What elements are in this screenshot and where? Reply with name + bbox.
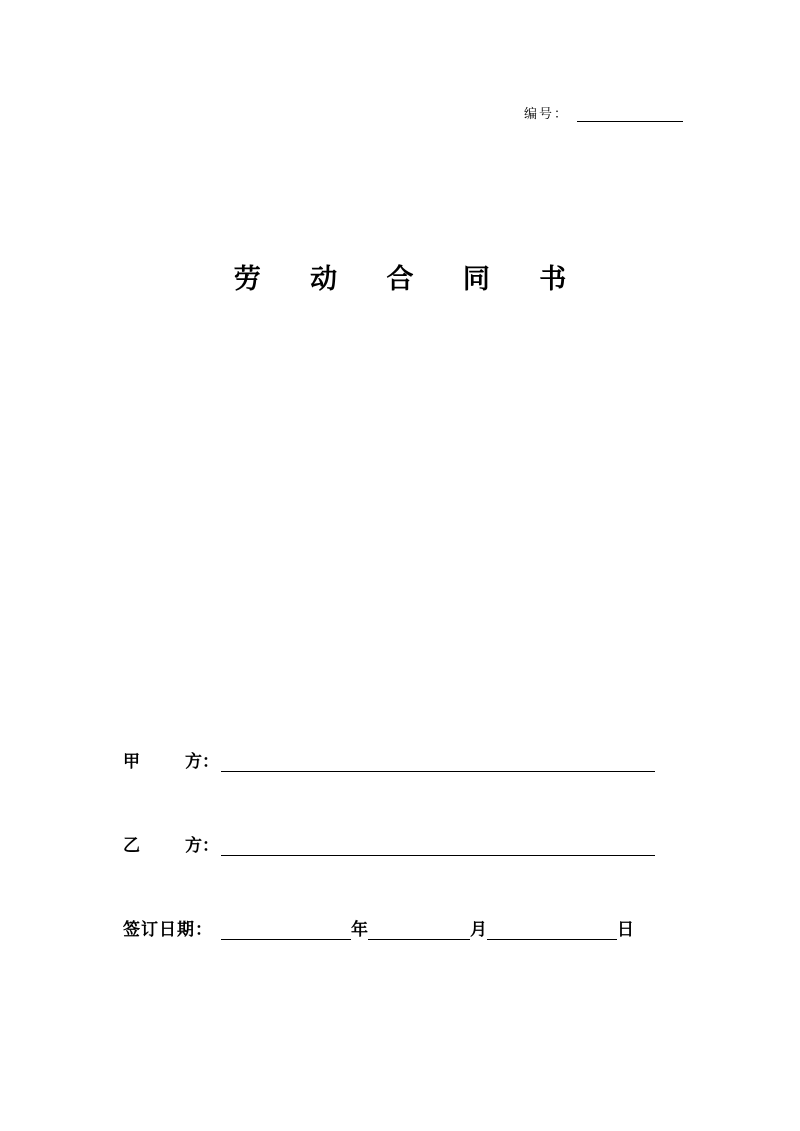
day-blank[interactable]: [487, 921, 617, 940]
day-label: 日: [617, 920, 634, 940]
party-a-label-suffix: 方：: [185, 752, 219, 772]
party-b-label: [123, 831, 221, 856]
party-b-label-char: 乙: [123, 836, 140, 856]
party-b-field: [123, 831, 655, 856]
document-title: 劳 动 合 同 书: [233, 264, 587, 295]
year-blank[interactable]: [221, 921, 351, 940]
serial-number: [524, 103, 683, 122]
year-label: 年: [351, 920, 368, 940]
month-blank[interactable]: [368, 921, 470, 940]
month-label: 月: [470, 920, 487, 940]
party-a-blank[interactable]: [221, 753, 655, 772]
serial-number-label: 编号：: [524, 107, 570, 122]
party-a-field: [123, 747, 655, 772]
party-b-label-suffix: 方：: [185, 836, 219, 856]
party-a-label: [123, 747, 221, 772]
sign-date-field: [123, 915, 634, 940]
sign-date-label: 签订日期：: [123, 920, 213, 940]
party-b-blank[interactable]: [221, 837, 655, 856]
party-a-label-char: 甲: [123, 752, 140, 772]
serial-number-blank[interactable]: [577, 107, 683, 122]
